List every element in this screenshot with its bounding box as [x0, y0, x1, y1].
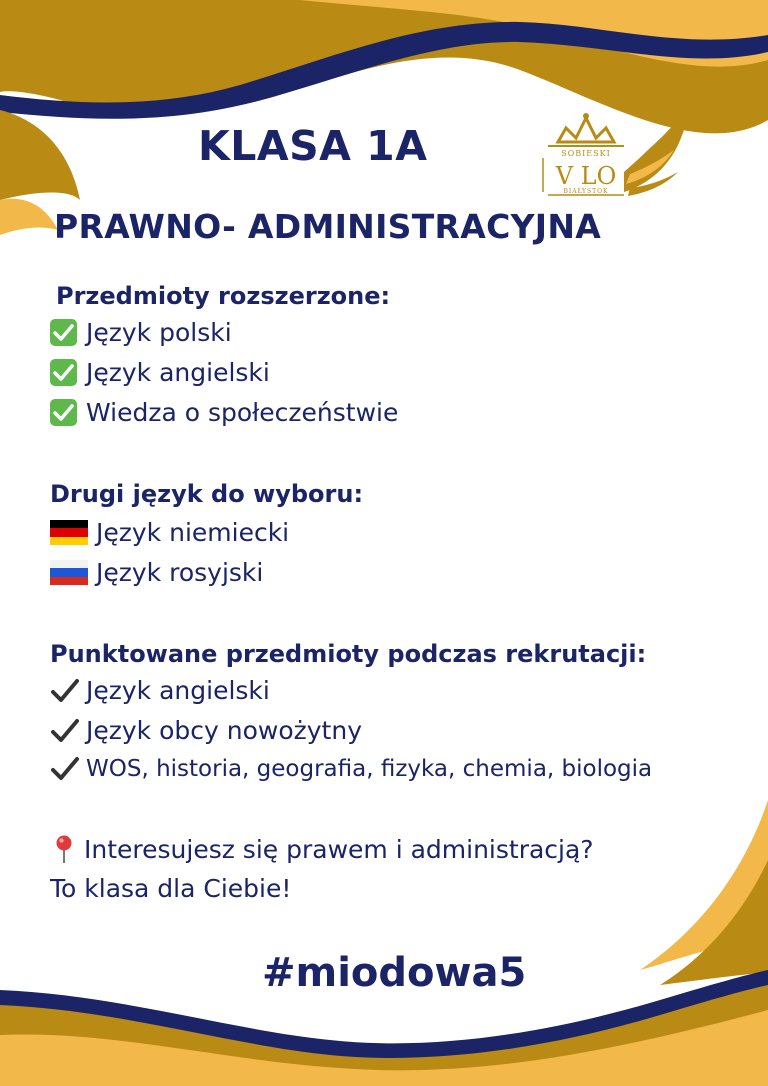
list-item-label: Język niemiecki	[96, 518, 290, 547]
checkmark-icon	[50, 718, 80, 744]
list-item	[50, 358, 270, 387]
school-logo	[538, 100, 694, 200]
second-language-heading: Drugi język do wyboru:	[50, 480, 364, 508]
list-item-label: Język angielski	[86, 676, 270, 705]
list-item	[50, 318, 232, 347]
logo-main-text: V LO	[555, 162, 617, 190]
list-item-label: Język obcy nowożytny	[86, 716, 362, 745]
list-item-label: Język rosyjski	[96, 558, 264, 587]
russian-flag-icon	[50, 560, 88, 585]
list-item	[50, 518, 289, 547]
page-title: KLASA 1A	[198, 122, 428, 170]
crown-wing-icon	[538, 100, 694, 200]
list-item	[50, 398, 398, 427]
scored-heading: Punktowane przedmioty podczas rekrutacji:	[50, 640, 647, 668]
page-subtitle: PRAWNO- ADMINISTRACYJNA	[54, 207, 602, 246]
german-flag-icon	[50, 520, 88, 545]
cta-line-2	[50, 874, 291, 903]
list-item	[50, 756, 652, 782]
list-item	[50, 716, 362, 745]
logo-small-top: SOBIESKI	[561, 149, 611, 158]
cta-text-2: To klasa dla Ciebie!	[50, 874, 292, 903]
list-item-label: Język angielski	[86, 358, 270, 387]
cta-line-1	[50, 834, 594, 864]
green-checkmark-icon	[50, 399, 77, 426]
cta-text-1: Interesujesz się prawem i administracją?	[84, 834, 594, 864]
logo-small-bottom: BIAŁYSTOK	[563, 188, 609, 195]
list-item-label: Wiedza o społeczeństwie	[86, 398, 399, 427]
list-item	[50, 676, 270, 705]
checkmark-icon	[50, 756, 80, 782]
green-checkmark-icon	[50, 319, 77, 346]
green-checkmark-icon	[50, 359, 77, 386]
list-item-label: WOS, historia, geografia, fizyka, chemia, biologia	[86, 756, 653, 782]
checkmark-icon	[50, 678, 80, 704]
list-item	[50, 558, 263, 587]
location-pin-icon	[50, 834, 78, 864]
hashtag: #miodowa5	[262, 950, 527, 996]
list-item-label: Język polski	[86, 318, 232, 347]
extended-heading: Przedmioty rozszerzone:	[56, 282, 391, 310]
